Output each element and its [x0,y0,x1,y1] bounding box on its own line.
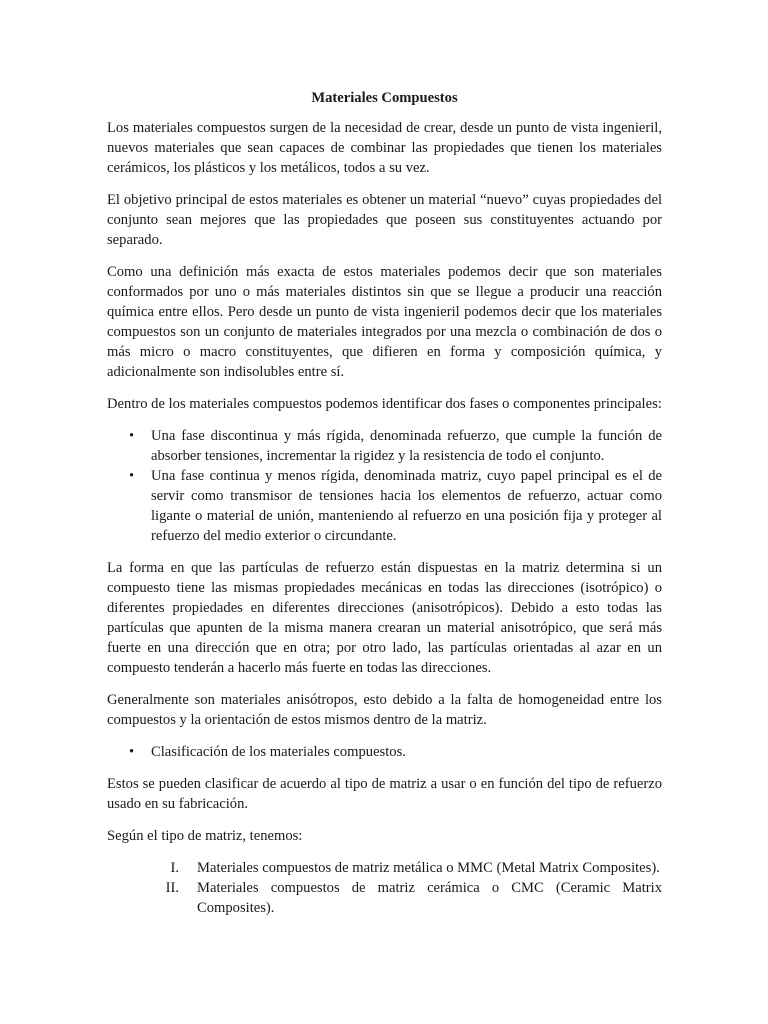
bullet-icon: • [129,744,135,760]
paragraph-intro: Los materiales compuestos surgen de la necesidad de crear, desde un punto de vista ingenieril, nuevos materiales que sean capaces de combinar las propiedades que tienen los materiales cerámicos, los plásticos y los metálicos, todos a su vez. [107,120,662,176]
paragraph-classify: Estos se pueden clasificar de acuerdo al tipo de matriz a usar o en función del tipo de refuerzo usado en su fabricación. [107,776,662,812]
list-item [107,742,662,762]
paragraph-orientation: La forma en que las partículas de refuerzo están dispuestas en la matriz determina si un compuesto tiene las mismas propiedades mecánicas en todas las direcciones (isotrópico) o diferentes propiedades en diferentes direcciones (anisotrópicos). Debido a esto todas las partículas que apunten de la misma manera crearan un material anisotrópico, que será más fuerte en una dirección que en otra; por otro lado, las partículas orientadas al azar en un compuesto tenderán a hacerlo más fuerte en todas las direcciones. [107,560,662,676]
bullet-icon: • [129,428,135,444]
paragraph-matrix-intro: Según el tipo de matriz, tenemos: [107,828,303,844]
list-item [107,858,662,878]
phase-text: Una fase continua y menos rígida, denominada matriz, cuyo papel principal es el de servir como transmisor de tensiones hacia los elementos de refuerzo, actuar como ligante o material de unión, manteniendo al refuerzo en una posición fija y proteger al refuerzo del medio exterior o circundante. [151,468,662,544]
bullet-icon: • [129,468,135,484]
list-number: II. [165,880,179,896]
matrix-type-text: Materiales compuestos de matriz metálica o MMC (Metal Matrix Composites). [197,860,660,876]
paragraph-anisotropic: Generalmente son materiales anisótropos, esto debido a la falta de homogeneidad entre los compuestos y la orientación de estos mismos dentro de la matriz. [107,692,662,728]
classification-list [107,742,662,762]
paragraph-objective: El objetivo principal de estos materiales es obtener un material “nuevo” cuyas propiedades del conjunto sean mejores que las propiedades que poseen sus constituyentes actuando por separado. [107,192,662,248]
phase-text: Una fase discontinua y más rígida, denominada refuerzo, que cumple la función de absorber tensiones, incrementar la rigidez y la resistencia de todo el conjunto. [151,428,662,464]
list-item [107,466,662,546]
document-page [107,88,662,918]
document-title: Materiales Compuestos [311,90,458,106]
list-item [107,878,662,918]
matrix-type-text: Materiales compuestos de matriz cerámica o CMC (Ceramic Matrix Composites). [197,880,662,916]
list-number: I. [170,860,179,876]
matrix-types-list [107,858,662,918]
phases-list [107,426,662,546]
paragraph-phases-intro: Dentro de los materiales compuestos podemos identificar dos fases o componentes principales: [107,396,662,412]
paragraph-definition: Como una definición más exacta de estos materiales podemos decir que son materiales conformados por uno o más materiales distintos sin que se llegue a producir una reacción química entre ellos. Pero desde un punto de vista ingenieril podemos decir que los materiales compuestos son un conjunto de materiales integrados por una mezcla o combinación de dos o más micro o macro constituyentes, que difieren en forma y composición química, y adicionalmente son indisolubles entre sí. [107,264,662,380]
classification-heading: Clasificación de los materiales compuestos. [151,744,406,760]
list-item [107,426,662,466]
